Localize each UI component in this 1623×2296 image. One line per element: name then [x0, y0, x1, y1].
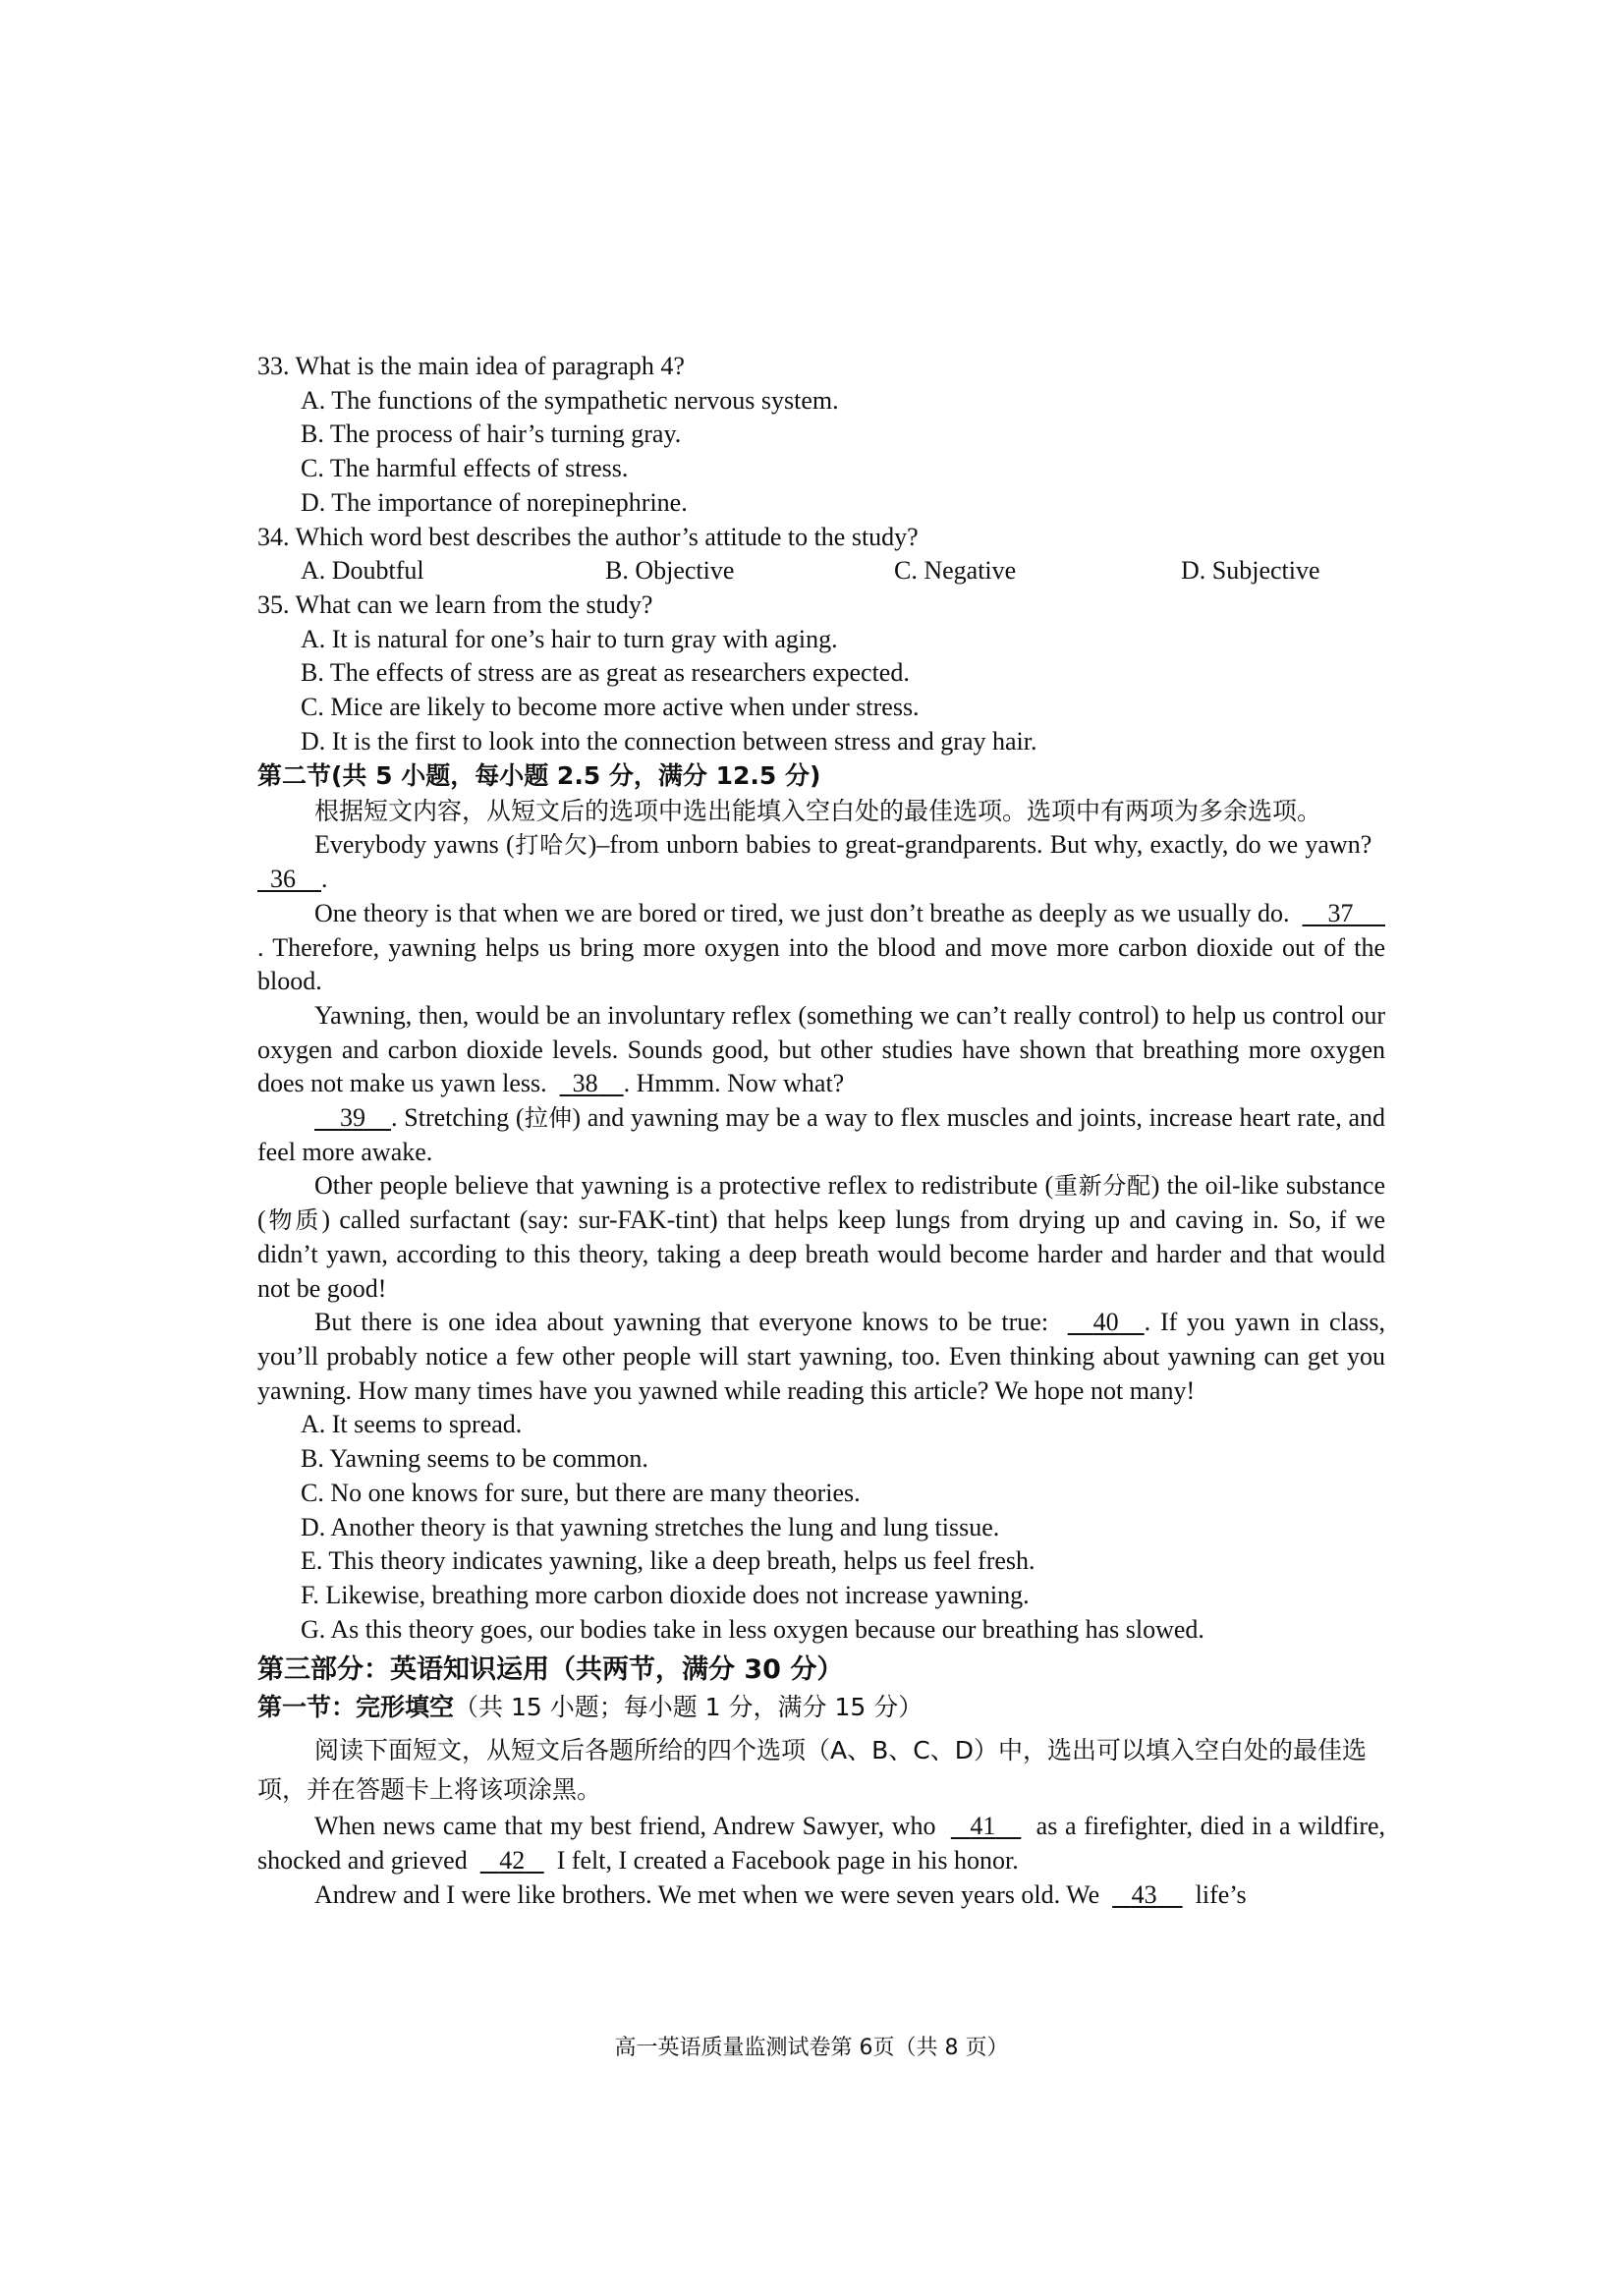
question-34-option-c: C. Negative: [894, 556, 1017, 586]
passage-paragraph-6: [257, 1306, 1385, 1408]
passage-text: One theory is that when we are bored or tired, we just don’t breathe as deeply as we usually do.: [314, 898, 1290, 927]
blank-number: 42: [499, 1846, 526, 1876]
cloze-text: life’s: [1195, 1879, 1247, 1909]
page-content: [257, 350, 1385, 1912]
question-34-stem: 34. Which word best describes the author’s attitude to the study?: [257, 522, 919, 551]
passage-text: .: [321, 865, 328, 894]
blank-40[interactable]: [1068, 1306, 1145, 1340]
blank-38[interactable]: [560, 1067, 624, 1101]
option-f: F. Likewise, breathing more carbon dioxide does not increase yawning.: [301, 1580, 1030, 1609]
passage-paragraph-4: [257, 1101, 1385, 1169]
question-33-option-a: A. The functions of the sympathetic nervous system.: [301, 385, 839, 415]
blank-number: 37: [1327, 898, 1354, 927]
cloze-text: Andrew and I were like brothers. We met when we were seven years old. We: [314, 1879, 1100, 1909]
question-34-options: [257, 554, 1385, 588]
blank-41[interactable]: [951, 1810, 1022, 1844]
section-2-instruction: 根据短文内容，从短文后的选项中选出能填入空白处的最佳选项。选项中有两项为多余选项。: [314, 797, 1322, 826]
passage-paragraph-1: [257, 828, 1385, 896]
passage-text: ) called surfactant (say: sur-FAK-tint) that helps keep lungs from drying up and caving in. So, if we didn’t yawn, according to this theory, taking a deep breath would become harder and harder and that would not be good!: [257, 1205, 1385, 1303]
passage-gloss: 打哈欠: [514, 831, 588, 860]
passage-gloss: 拉伸: [524, 1104, 573, 1133]
question-33-option-d: D. The importance of norepinephrine.: [301, 487, 688, 517]
question-33-option-b: B. The process of hair’s turning gray.: [301, 420, 682, 449]
blank-number: 40: [1092, 1308, 1119, 1337]
part-3-heading: 第三部分：英语知识运用（共两节，满分 30 分）: [257, 1654, 844, 1686]
question-35-stem: 35. What can we learn from the study?: [257, 589, 653, 619]
blank-36[interactable]: [257, 863, 321, 897]
cloze-heading-scoring: （共 15 小题；每小题 1 分，满分 15 分）: [454, 1693, 923, 1722]
question-34-option-a: A. Doubtful: [301, 556, 424, 586]
passage-text: Everybody yawns (: [314, 830, 515, 860]
passage-paragraph-3: [257, 999, 1385, 1101]
question-34-option-b: B. Objective: [605, 556, 735, 586]
passage-text: ) the oil-like substance (: [257, 1171, 1385, 1235]
blank-number: 43: [1131, 1879, 1157, 1909]
blank-number: 36: [270, 865, 296, 894]
blank-number: 41: [970, 1812, 996, 1841]
passage-text: )–from unborn babies to great-grandparents. But why, exactly, do we yawn?: [588, 830, 1372, 860]
cloze-instruction: 阅读下面短文，从短文后各题所给的四个选项（A、B、C、D）中，选出可以填入空白处的最佳选项，并在答题卡上将该项涂黑。: [257, 1736, 1367, 1805]
section-2-heading: 第二节(共 5 小题，每小题 2.5 分，满分 12.5 分): [257, 761, 821, 791]
option-e: E. This theory indicates yawning, like a deep breath, helps us feel fresh.: [301, 1546, 1035, 1576]
option-c: C. No one knows for sure, but there are many theories.: [301, 1478, 861, 1507]
cloze-text: I felt, I created a Facebook page in his honor.: [556, 1846, 1019, 1876]
question-34-option-d: D. Subjective: [1181, 556, 1320, 586]
passage-paragraph-2: [257, 897, 1385, 999]
cloze-heading-title: 第一节：完形填空: [257, 1693, 455, 1722]
question-35-option-b: B. The effects of stress are as great as researchers expected.: [301, 658, 910, 688]
cloze-text: When news came that my best friend, Andrew Sawyer, who: [314, 1812, 936, 1841]
page-footer: 高一英语质量监测试卷第 6页（共 8 页）: [614, 2036, 1009, 2060]
blank-number: 39: [340, 1103, 365, 1133]
option-d: D. Another theory is that yawning stretches the lung and lung tissue.: [301, 1512, 1000, 1541]
question-35-option-a: A. It is natural for one’s hair to turn gray with aging.: [301, 624, 838, 653]
passage-text: . Therefore, yawning helps us bring more oxygen into the blood and move more carbon dioxide out of the blood.: [257, 932, 1385, 996]
passage-text: Other people believe that yawning is a protective reflex to redistribute (: [314, 1171, 1054, 1201]
blank-number: 38: [572, 1069, 598, 1098]
passage-text: . Hmmm. Now what?: [623, 1069, 845, 1098]
option-a: A. It seems to spread.: [301, 1410, 523, 1439]
passage-gloss: 重新分配: [1053, 1172, 1151, 1201]
passage-text: ) and yawning may be a way to flex muscles and joints, increase heart rate, and feel more awake.: [257, 1103, 1386, 1166]
cloze-heading: [257, 1690, 1385, 1725]
option-b: B. Yawning seems to be common.: [301, 1444, 648, 1474]
question-35-option-c: C. Mice are likely to become more active when under stress.: [301, 693, 920, 722]
blank-43[interactable]: [1112, 1878, 1183, 1913]
passage-text: But there is one idea about yawning that everyone knows to be true:: [314, 1308, 1049, 1337]
blank-37[interactable]: [1303, 897, 1386, 931]
passage-text: . Stretching (: [391, 1103, 525, 1133]
passage-text: Yawning, then, would be an involuntary reflex (something we can’t really control) to help us control our oxygen and carbon dioxide levels. Sounds good, but other studies have shown that breathing more oxygen does not make us yawn less.: [257, 1000, 1385, 1098]
cloze-paragraph-1: [257, 1810, 1385, 1877]
question-33-option-c: C. The harmful effects of stress.: [301, 454, 629, 483]
cloze-paragraph-2: [257, 1878, 1385, 1913]
passage-gloss: 物质: [265, 1206, 322, 1235]
blank-39[interactable]: [314, 1101, 391, 1136]
option-g: G. As this theory goes, our bodies take in less oxygen because our breathing has slowed.: [301, 1614, 1204, 1644]
blank-42[interactable]: [480, 1844, 544, 1878]
passage-text: . If you yawn in class, you’ll probably notice a few other people will start yawning, too. Even thinking about yawning can get you yawning. How many times have you yawned while reading this article? We hope not many!: [257, 1308, 1386, 1405]
question-33-stem: 33. What is the main idea of paragraph 4?: [257, 352, 685, 380]
question-35-option-d: D. It is the first to look into the connection between stress and gray hair.: [301, 726, 1037, 756]
cloze-text: as a firefighter, died in a wildfire, shocked and grieved: [257, 1812, 1386, 1876]
passage-paragraph-5: [257, 1169, 1385, 1306]
